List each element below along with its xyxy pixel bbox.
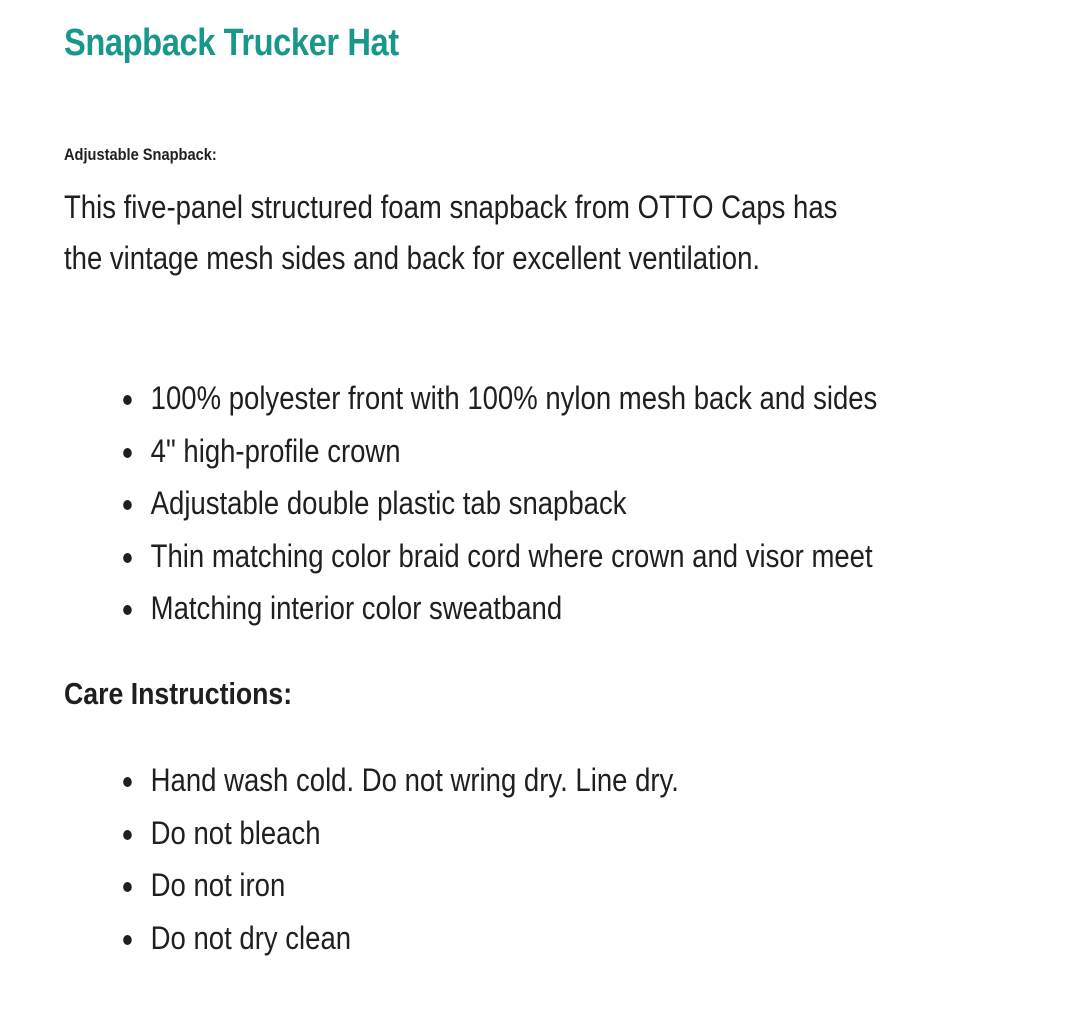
feature-item: 4" high-profile crown [118,425,877,478]
feature-item: Adjustable double plastic tab snapback [118,477,877,530]
adjustable-snapback-heading: Adjustable Snapback: [64,145,217,164]
care-item: Do not bleach [118,807,679,860]
care-instructions-list [118,754,679,964]
care-item: Do not iron [118,859,679,912]
feature-item: Matching interior color sweatband [118,582,877,635]
feature-list [118,372,877,635]
description-line: the vintage mesh sides and back for excellent ventilation. [64,240,761,276]
product-title: Snapback Trucker Hat [64,22,399,64]
product-description [64,182,924,284]
description-line: This five-panel structured foam snapback from OTTO Caps has [64,189,838,225]
feature-item: 100% polyester front with 100% nylon mesh back and sides [118,372,877,425]
feature-item: Thin matching color braid cord where crown and visor meet [118,530,877,583]
care-item: Hand wash cold. Do not wring dry. Line dry. [118,754,679,807]
care-item: Do not dry clean [118,912,679,965]
care-instructions-heading: Care Instructions: [64,676,293,711]
